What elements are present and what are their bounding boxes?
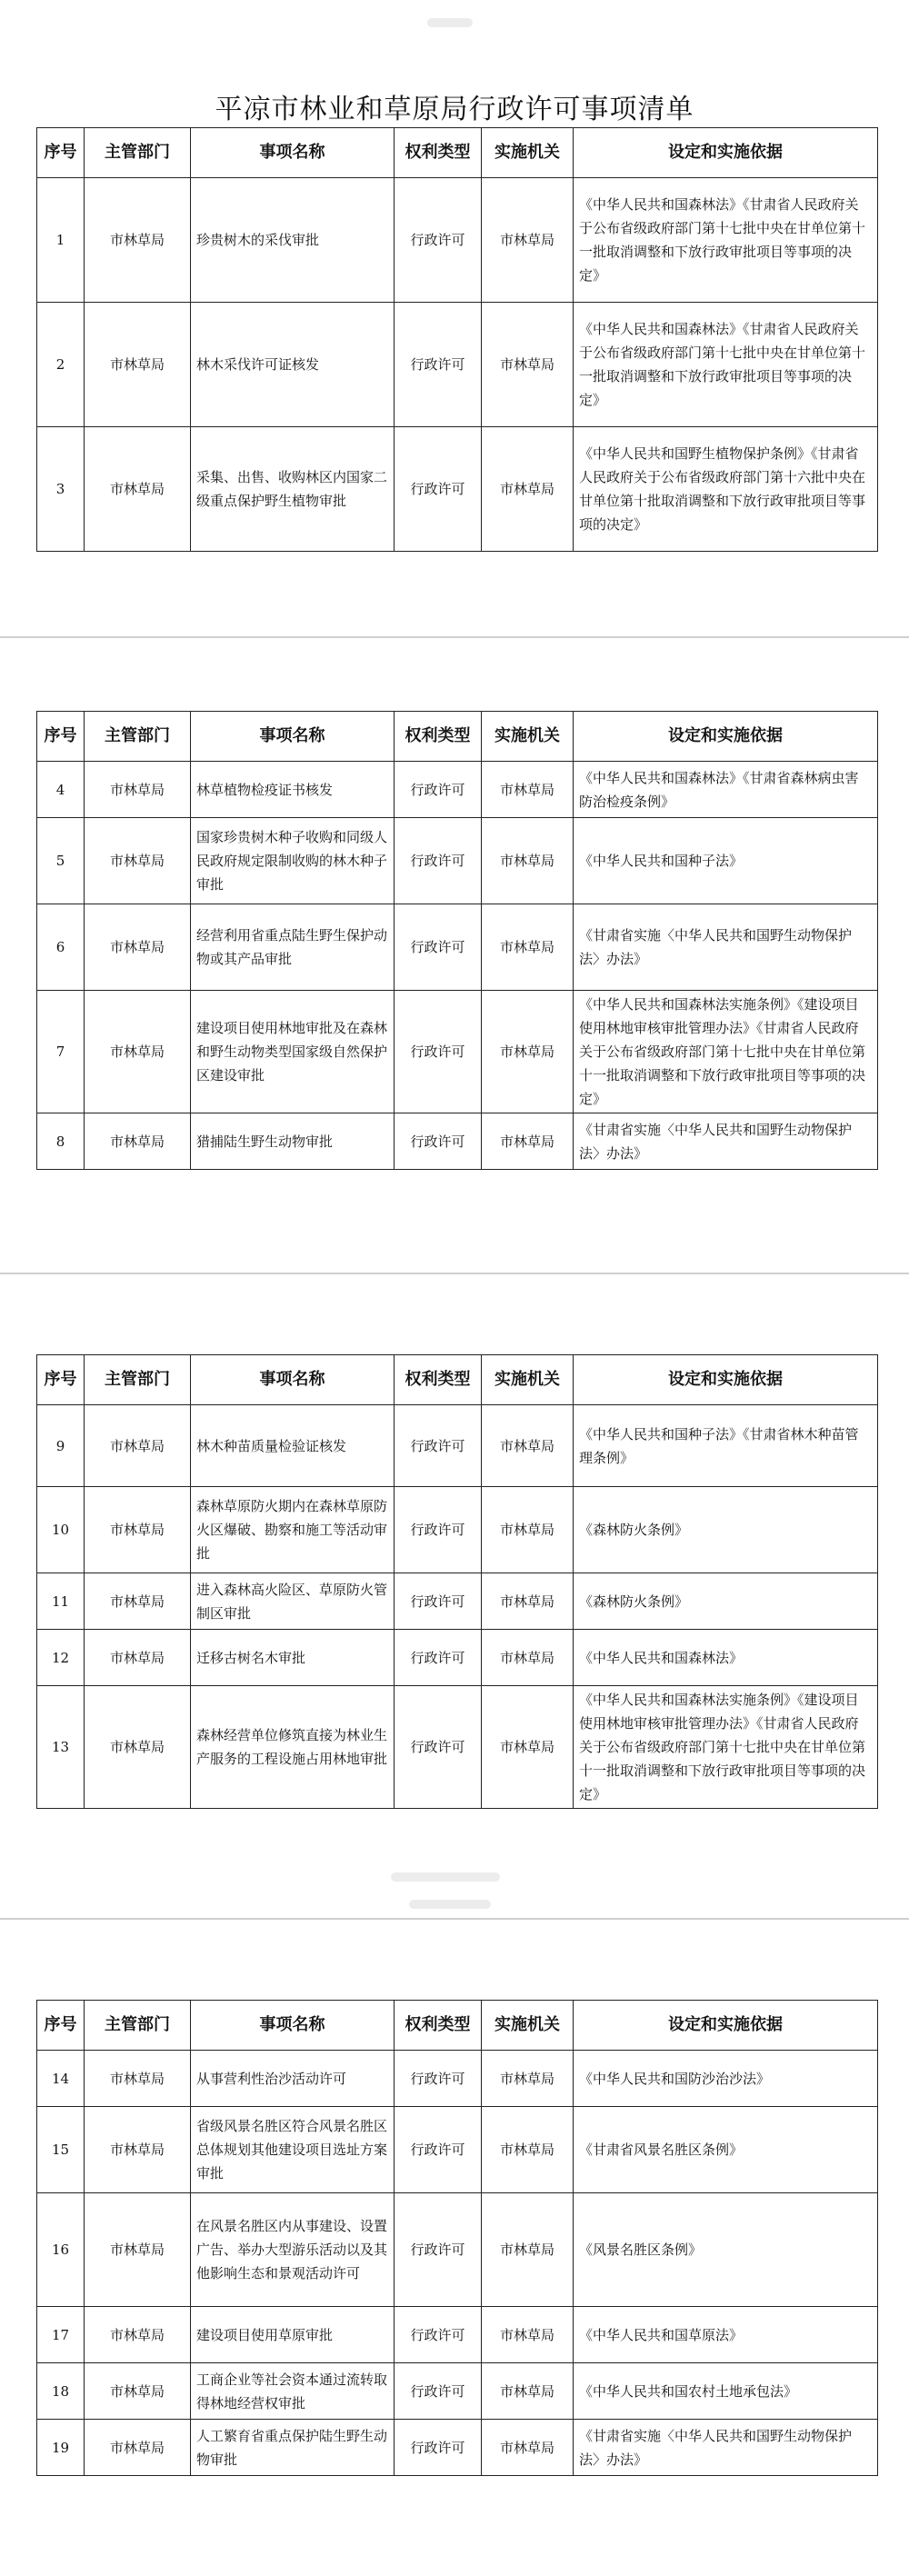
column-header-name: 事项名称 [191, 128, 395, 178]
table-header-row [37, 712, 878, 762]
column-header-name: 事项名称 [191, 1355, 395, 1405]
page-separator [0, 636, 909, 638]
column-header-type: 权利类型 [395, 1355, 482, 1405]
cell-agency: 市林草局 [482, 1686, 574, 1809]
cell-name: 猎捕陆生野生动物审批 [191, 1113, 395, 1170]
cell-name: 迁移古树名木审批 [191, 1630, 395, 1686]
column-header-dept: 主管部门 [85, 1355, 191, 1405]
cell-type: 行政许可 [395, 762, 482, 818]
cell-agency: 市林草局 [482, 1573, 574, 1630]
cell-agency: 市林草局 [482, 427, 574, 552]
column-header-basis: 设定和实施依据 [574, 2001, 878, 2051]
cell-dept: 市林草局 [85, 1487, 191, 1573]
permit-table-page-4 [36, 2000, 878, 2476]
table-row [37, 178, 878, 303]
cell-basis: 《风景名胜区条例》 [574, 2193, 878, 2307]
cell-no: 14 [37, 2051, 85, 2107]
cell-agency: 市林草局 [482, 2307, 574, 2363]
cell-type: 行政许可 [395, 818, 482, 904]
table-row [37, 2363, 878, 2420]
cell-type: 行政许可 [395, 1487, 482, 1573]
table-row [37, 2051, 878, 2107]
cell-name: 国家珍贵树木种子收购和同级人民政府规定限制收购的林木种子审批 [191, 818, 395, 904]
table-row [37, 1487, 878, 1573]
cell-dept: 市林草局 [85, 991, 191, 1113]
cell-agency: 市林草局 [482, 2363, 574, 2420]
cell-name: 进入森林高火险区、草原防火管制区审批 [191, 1573, 395, 1630]
cell-no: 13 [37, 1686, 85, 1809]
cell-type: 行政许可 [395, 1686, 482, 1809]
cell-no: 6 [37, 904, 85, 991]
page-separator [0, 1273, 909, 1274]
column-header-basis: 设定和实施依据 [574, 1355, 878, 1405]
table-header-row [37, 128, 878, 178]
cell-basis: 《甘肃省实施〈中华人民共和国野生动物保护法〉办法》 [574, 1113, 878, 1170]
cell-dept: 市林草局 [85, 2051, 191, 2107]
column-header-type: 权利类型 [395, 2001, 482, 2051]
cell-name: 森林草原防火期内在森林草原防火区爆破、勘察和施工等活动审批 [191, 1487, 395, 1573]
cell-type: 行政许可 [395, 427, 482, 552]
cell-no: 5 [37, 818, 85, 904]
cell-agency: 市林草局 [482, 303, 574, 427]
cell-no: 16 [37, 2193, 85, 2307]
cell-basis: 《中华人民共和国森林法实施条例》《建设项目使用林地审核审批管理办法》《甘肃省人民政府关于公布省级政府部门第十七批中央在甘单位第十一批取消调整和下放行政审批项目等事项的决定》 [574, 991, 878, 1113]
cell-no: 8 [37, 1113, 85, 1170]
cell-name: 省级风景名胜区符合风景名胜区总体规划其他建设项目选址方案审批 [191, 2107, 395, 2193]
cell-dept: 市林草局 [85, 2420, 191, 2476]
cell-no: 17 [37, 2307, 85, 2363]
cell-no: 19 [37, 2420, 85, 2476]
cell-no: 3 [37, 427, 85, 552]
table-row [37, 818, 878, 904]
column-header-agency: 实施机关 [482, 1355, 574, 1405]
cell-basis: 《中华人民共和国农村土地承包法》 [574, 2363, 878, 2420]
page-title: 平凉市林业和草原局行政许可事项清单 [215, 94, 694, 125]
cell-name: 从事营利性治沙活动许可 [191, 2051, 395, 2107]
cell-type: 行政许可 [395, 2420, 482, 2476]
cell-basis: 《中华人民共和国种子法》《甘肃省林木种苗管理条例》 [574, 1405, 878, 1487]
cell-name: 工商企业等社会资本通过流转取得林地经营权审批 [191, 2363, 395, 2420]
cell-agency: 市林草局 [482, 2107, 574, 2193]
cell-dept: 市林草局 [85, 2307, 191, 2363]
cell-agency: 市林草局 [482, 762, 574, 818]
cell-dept: 市林草局 [85, 178, 191, 303]
column-header-name: 事项名称 [191, 712, 395, 762]
cell-basis: 《中华人民共和国森林法》《甘肃省森林病虫害防治检疫条例》 [574, 762, 878, 818]
table-row [37, 1405, 878, 1487]
cell-no: 11 [37, 1573, 85, 1630]
cell-type: 行政许可 [395, 178, 482, 303]
cell-agency: 市林草局 [482, 2420, 574, 2476]
cell-type: 行政许可 [395, 2107, 482, 2193]
cell-no: 15 [37, 2107, 85, 2193]
cell-name: 人工繁育省重点保护陆生野生动物审批 [191, 2420, 395, 2476]
cell-dept: 市林草局 [85, 2107, 191, 2193]
cell-agency: 市林草局 [482, 904, 574, 991]
cell-type: 行政许可 [395, 991, 482, 1113]
column-header-basis: 设定和实施依据 [574, 712, 878, 762]
table-row [37, 1686, 878, 1809]
cell-dept: 市林草局 [85, 303, 191, 427]
cell-name: 珍贵树木的采伐审批 [191, 178, 395, 303]
table-row [37, 2420, 878, 2476]
cell-agency: 市林草局 [482, 2051, 574, 2107]
column-header-name: 事项名称 [191, 2001, 395, 2051]
cell-type: 行政许可 [395, 1113, 482, 1170]
bleed-mark [391, 1872, 500, 1882]
cell-basis: 《中华人民共和国森林法》《甘肃省人民政府关于公布省级政府部门第十七批中央在甘单位第十一批取消调整和下放行政审批项目等事项的决定》 [574, 303, 878, 427]
cell-agency: 市林草局 [482, 1630, 574, 1686]
column-header-type: 权利类型 [395, 128, 482, 178]
column-header-no: 序号 [37, 128, 85, 178]
permit-table-page-2 [36, 711, 878, 1170]
cell-name: 林木采伐许可证核发 [191, 303, 395, 427]
cell-dept: 市林草局 [85, 1405, 191, 1487]
table-row [37, 2307, 878, 2363]
column-header-agency: 实施机关 [482, 712, 574, 762]
table-row [37, 2107, 878, 2193]
cell-basis: 《甘肃省风景名胜区条例》 [574, 2107, 878, 2193]
table-row [37, 904, 878, 991]
cell-dept: 市林草局 [85, 818, 191, 904]
table-row [37, 1113, 878, 1170]
cell-dept: 市林草局 [85, 904, 191, 991]
cell-name: 建设项目使用林地审批及在森林和野生动物类型国家级自然保护区建设审批 [191, 991, 395, 1113]
table-row [37, 427, 878, 552]
page-separator [0, 1918, 909, 1920]
column-header-dept: 主管部门 [85, 712, 191, 762]
table-row [37, 1630, 878, 1686]
cell-basis: 《中华人民共和国森林法实施条例》《建设项目使用林地审核审批管理办法》《甘肃省人民政府关于公布省级政府部门第十七批中央在甘单位第十一批取消调整和下放行政审批项目等事项的决定》 [574, 1686, 878, 1809]
permit-table-page-3 [36, 1354, 878, 1809]
cell-agency: 市林草局 [482, 1487, 574, 1573]
cell-agency: 市林草局 [482, 991, 574, 1113]
column-header-agency: 实施机关 [482, 128, 574, 178]
cell-dept: 市林草局 [85, 2363, 191, 2420]
cell-basis: 《甘肃省实施〈中华人民共和国野生动物保护法〉办法》 [574, 904, 878, 991]
permit-table-page-1 [36, 127, 878, 552]
column-header-dept: 主管部门 [85, 2001, 191, 2051]
cell-name: 在风景名胜区内从事建设、设置广告、举办大型游乐活动以及其他影响生态和景观活动许可 [191, 2193, 395, 2307]
cell-agency: 市林草局 [482, 1113, 574, 1170]
cell-dept: 市林草局 [85, 427, 191, 552]
cell-type: 行政许可 [395, 2193, 482, 2307]
column-header-dept: 主管部门 [85, 128, 191, 178]
table-row [37, 1573, 878, 1630]
cell-name: 森林经营单位修筑直接为林业生产服务的工程设施占用林地审批 [191, 1686, 395, 1809]
table-header-row [37, 1355, 878, 1405]
cell-dept: 市林草局 [85, 762, 191, 818]
cell-basis: 《森林防火条例》 [574, 1487, 878, 1573]
cell-dept: 市林草局 [85, 1573, 191, 1630]
column-header-agency: 实施机关 [482, 2001, 574, 2051]
cell-agency: 市林草局 [482, 818, 574, 904]
table-row [37, 762, 878, 818]
cell-dept: 市林草局 [85, 2193, 191, 2307]
cell-dept: 市林草局 [85, 1630, 191, 1686]
table-row [37, 2193, 878, 2307]
cell-basis: 《甘肃省实施〈中华人民共和国野生动物保护法〉办法》 [574, 2420, 878, 2476]
cell-no: 4 [37, 762, 85, 818]
cell-type: 行政许可 [395, 2363, 482, 2420]
cell-dept: 市林草局 [85, 1686, 191, 1809]
column-header-basis: 设定和实施依据 [574, 128, 878, 178]
table-row [37, 991, 878, 1113]
cell-basis: 《中华人民共和国野生植物保护条例》《甘肃省人民政府关于公布省级政府部门第十六批中央在甘单位第十批取消调整和下放行政审批项目等事项的决定》 [574, 427, 878, 552]
cell-dept: 市林草局 [85, 1113, 191, 1170]
cell-type: 行政许可 [395, 1630, 482, 1686]
cell-agency: 市林草局 [482, 2193, 574, 2307]
cell-name: 经营利用省重点陆生野生保护动物或其产品审批 [191, 904, 395, 991]
column-header-type: 权利类型 [395, 712, 482, 762]
cell-agency: 市林草局 [482, 178, 574, 303]
cell-no: 9 [37, 1405, 85, 1487]
column-header-no: 序号 [37, 1355, 85, 1405]
cell-basis: 《中华人民共和国种子法》 [574, 818, 878, 904]
table-row [37, 303, 878, 427]
cell-no: 7 [37, 991, 85, 1113]
bleed-mark [409, 1900, 491, 1909]
cell-basis: 《中华人民共和国森林法》《甘肃省人民政府关于公布省级政府部门第十七批中央在甘单位第十一批取消调整和下放行政审批项目等事项的决定》 [574, 178, 878, 303]
cell-agency: 市林草局 [482, 1405, 574, 1487]
cell-name: 林草植物检疫证书核发 [191, 762, 395, 818]
cell-basis: 《中华人民共和国草原法》 [574, 2307, 878, 2363]
cell-no: 12 [37, 1630, 85, 1686]
cell-name: 采集、出售、收购林区内国家二级重点保护野生植物审批 [191, 427, 395, 552]
cell-no: 1 [37, 178, 85, 303]
cell-type: 行政许可 [395, 2307, 482, 2363]
cell-type: 行政许可 [395, 303, 482, 427]
column-header-no: 序号 [37, 2001, 85, 2051]
cell-name: 林木种苗质量检验证核发 [191, 1405, 395, 1487]
cell-no: 2 [37, 303, 85, 427]
cell-no: 10 [37, 1487, 85, 1573]
cell-type: 行政许可 [395, 1405, 482, 1487]
cell-type: 行政许可 [395, 904, 482, 991]
cell-basis: 《中华人民共和国防沙治沙法》 [574, 2051, 878, 2107]
cell-name: 建设项目使用草原审批 [191, 2307, 395, 2363]
cell-type: 行政许可 [395, 1573, 482, 1630]
cell-type: 行政许可 [395, 2051, 482, 2107]
cell-basis: 《中华人民共和国森林法》 [574, 1630, 878, 1686]
top-bleed-mark [427, 18, 473, 27]
cell-no: 18 [37, 2363, 85, 2420]
column-header-no: 序号 [37, 712, 85, 762]
table-header-row [37, 2001, 878, 2051]
cell-basis: 《森林防火条例》 [574, 1573, 878, 1630]
